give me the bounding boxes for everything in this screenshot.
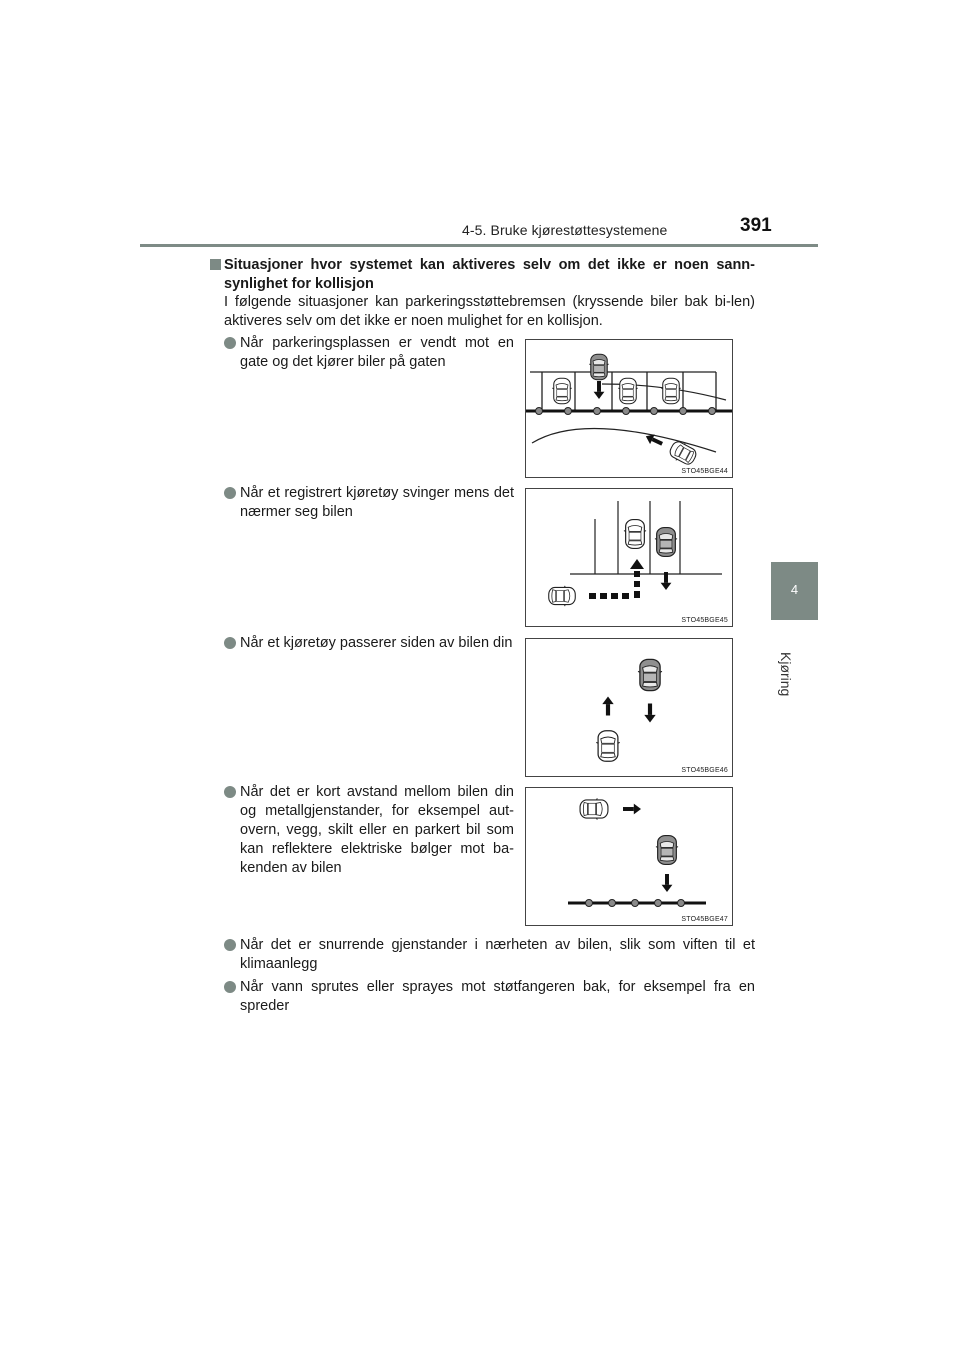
- own-car: [656, 836, 678, 865]
- bullet-text: Når det er kort avstand mellom bilen din og metallgjenstander, for eksempel aut-overn, vegg, skilt eller en parkert bil som kan reflektere elektriske bølger mot ba-kenden av bilen: [240, 784, 514, 876]
- figure-code: STO45BGE47: [681, 916, 728, 923]
- gray-circle-icon: [224, 487, 236, 499]
- figure-code: STO45BGE45: [681, 617, 728, 624]
- header-section-title: 4-5. Bruke kjørestøttesystemene: [462, 222, 668, 238]
- own-car: [589, 354, 609, 380]
- reverse-arrow: [662, 874, 673, 892]
- bullet-text: Når det er snurrende gjenstander i nærheten av bilen, slik som viften til et klimaanlegg: [240, 937, 755, 972]
- own-car: [638, 659, 662, 690]
- illustration-turning-vehicle: [525, 488, 733, 627]
- intro-paragraph: I følgende situasjoner kan parkeringsstøttebremsen (kryssende biler bak bi-len) aktiveres selv om det ikke er noen mulighet for en kollisjon.: [224, 294, 755, 329]
- own-car: [655, 528, 677, 557]
- bullet-item: [224, 334, 514, 372]
- bullet-item: [224, 783, 514, 878]
- gray-circle-icon: [224, 786, 236, 798]
- reverse-arrow: [661, 572, 672, 590]
- page-number: 391: [740, 215, 772, 236]
- bullet-item: [224, 634, 514, 653]
- bullet-text: Når vann sprutes eller sprayes mot støtfangeren bak, for eksempel fra en spreder: [240, 979, 755, 1014]
- gray-circle-icon: [224, 939, 236, 951]
- bullet-text: Når et kjøretøy passerer siden av bilen din: [240, 635, 513, 651]
- parked-car: [661, 378, 681, 404]
- gray-circle-icon: [224, 637, 236, 649]
- turning-vehicle-diagram: [526, 489, 732, 626]
- bullet-item: [224, 484, 514, 522]
- gray-circle-icon: [224, 337, 236, 349]
- section-heading-text: Situasjoner hvor systemet kan aktiveres selv om det ikke er noen sann-synlighet for kollisjon: [224, 257, 755, 292]
- illustration-guardrail: [525, 787, 733, 926]
- street-parking-diagram: [526, 340, 732, 477]
- reverse-arrow: [644, 704, 655, 723]
- chapter-number: 4: [790, 582, 799, 597]
- parked-car: [618, 378, 638, 404]
- figure-code: STO45BGE46: [681, 767, 728, 774]
- forward-arrow: [602, 697, 613, 716]
- header-divider: [140, 244, 818, 247]
- illustration-street-parking: [525, 339, 733, 478]
- direction-arrow: [623, 804, 641, 815]
- bullet-item: [224, 978, 755, 1016]
- illustration-side-passing: [525, 638, 733, 777]
- side-passing-diagram: [526, 639, 732, 776]
- figure-code: STO45BGE44: [681, 468, 728, 475]
- chapter-label: Kjøring: [778, 652, 794, 697]
- turn-arrow-head: [630, 559, 644, 569]
- section-heading: [210, 256, 755, 294]
- gray-circle-icon: [224, 981, 236, 993]
- parked-car: [624, 520, 646, 549]
- bullet-text: Når et registrert kjøretøy svinger mens det nærmer seg bilen: [240, 485, 514, 520]
- bullet-text: Når parkeringsplassen er vendt mot en gate og det kjører biler på gaten: [240, 335, 514, 370]
- passing-car: [580, 798, 608, 819]
- guardrail-diagram: [526, 788, 732, 925]
- chapter-tab[interactable]: [771, 562, 818, 620]
- turning-car: [549, 586, 576, 606]
- passing-car: [596, 731, 619, 762]
- bullet-item: [224, 936, 755, 974]
- gray-square-icon: [210, 259, 221, 270]
- parked-car: [552, 378, 572, 404]
